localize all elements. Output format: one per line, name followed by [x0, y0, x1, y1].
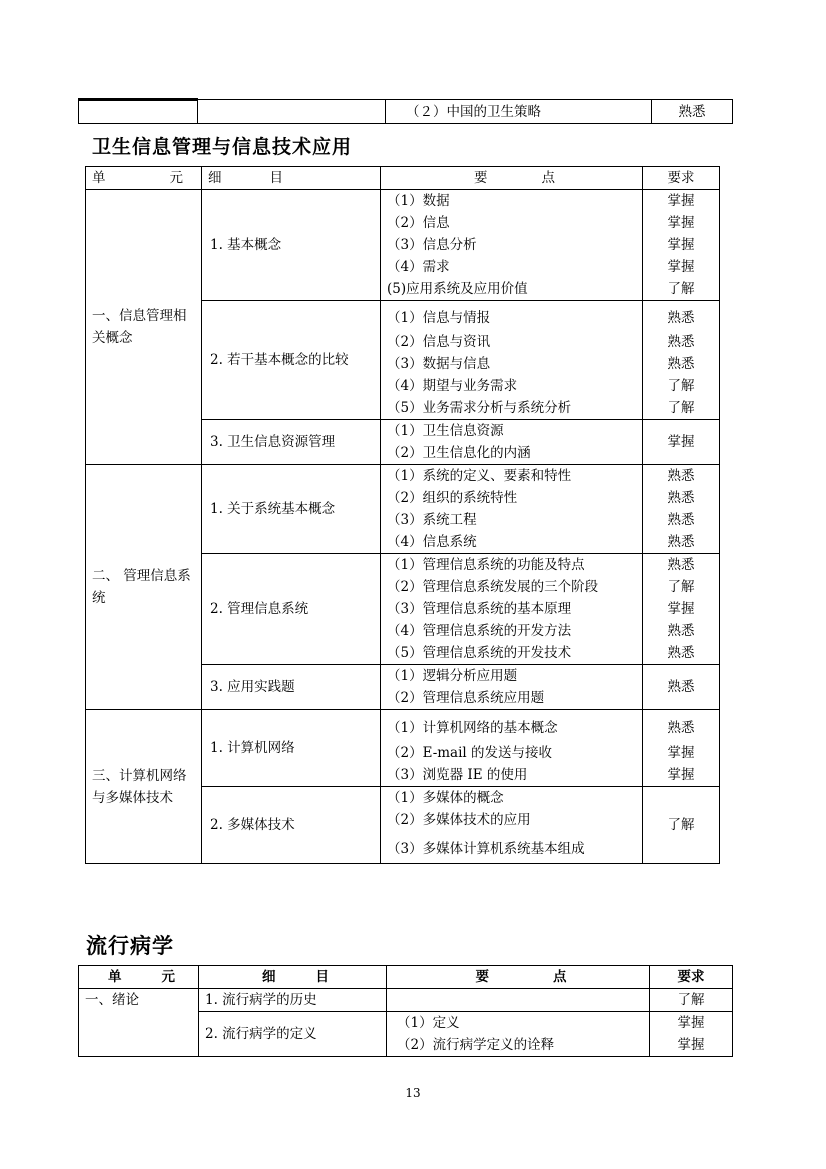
req-value: 掌握 [667, 259, 695, 275]
req-cell: 掌握 [643, 420, 720, 465]
points-cell [381, 787, 643, 864]
detail-cell: 1. 计算机网络 [202, 710, 381, 787]
list-item: （5）管理信息系统的开发技术 [387, 645, 572, 661]
table-row [86, 190, 720, 301]
detail-cell: 3. 卫生信息资源管理 [202, 420, 381, 465]
header-detail: 细 目 [199, 966, 387, 989]
req-cell: 熟悉 [643, 665, 720, 710]
epidemiology-table [78, 965, 733, 1057]
req-value: 掌握 [667, 745, 695, 761]
list-item: （5）业务需求分析与系统分析 [387, 400, 572, 416]
list-item: （2）多媒体技术的应用 [387, 812, 531, 828]
req-cell: 了解 [643, 787, 720, 864]
detail-cell: 1. 基本概念 [202, 190, 381, 301]
detail-cell: 2. 流行病学的定义 [199, 1012, 387, 1057]
list-item: （1）计算机网络的基本概念 [387, 720, 558, 736]
req-value: 了解 [667, 281, 695, 297]
req-value: 了解 [667, 378, 695, 394]
req-value: 熟悉 [667, 334, 695, 350]
req-value: 熟悉 [667, 310, 695, 326]
detail-cell: 1. 流行病学的历史 [199, 989, 387, 1012]
points-cell [381, 301, 643, 420]
list-item: （3）管理信息系统的基本原理 [387, 601, 572, 617]
list-item: （1）管理信息系统的功能及特点 [387, 557, 585, 573]
unit-cell-empty [79, 100, 198, 124]
req-value: 熟悉 [667, 490, 695, 506]
list-item: （1）信息与情报 [387, 310, 491, 326]
health-info-table [85, 166, 720, 864]
list-item: （1）卫生信息资源 [387, 423, 504, 439]
detail-cell: 3. 应用实践题 [202, 665, 381, 710]
req-cell: 了解 [650, 989, 733, 1012]
list-item: （4）期望与业务需求 [387, 378, 518, 394]
point-cell: （２）中国的卫生策略 [386, 100, 652, 124]
list-item: （2）流行病学定义的诠释 [397, 1037, 555, 1053]
req-value: 熟悉 [667, 623, 695, 639]
unit-cell: 二、 管理信息系统 [86, 465, 202, 710]
list-item: （3）数据与信息 [387, 356, 491, 372]
page-number: 13 [405, 1086, 421, 1100]
points-cell [381, 554, 643, 665]
reqs-cell [643, 710, 720, 787]
detail-cell: 2. 多媒体技术 [202, 787, 381, 864]
list-item: （3）多媒体计算机系统基本组成 [387, 841, 585, 857]
detail-cell: 2. 管理信息系统 [202, 554, 381, 665]
req-value: 掌握 [667, 767, 695, 783]
req-value: 熟悉 [667, 645, 695, 661]
req-value: 熟悉 [667, 468, 695, 484]
req-value: 掌握 [667, 237, 695, 253]
req-value: 熟悉 [667, 356, 695, 372]
req-value: 熟悉 [667, 534, 695, 550]
list-item: （2）卫生信息化的内涵 [387, 445, 531, 461]
section-title-epidemiology: 流行病学 [86, 934, 174, 958]
unit-cell: 一、信息管理相关概念 [86, 190, 202, 465]
list-item: （1）定义 [397, 1015, 460, 1031]
list-item: （2）信息 [387, 215, 450, 231]
list-item: （2）管理信息系统发展的三个阶段 [387, 579, 599, 595]
header-row [79, 966, 733, 989]
header-point: 要 点 [381, 167, 643, 190]
points-cell [381, 710, 643, 787]
list-item: （4）信息系统 [387, 534, 477, 550]
header-row [86, 167, 720, 190]
list-item: （1）多媒体的概念 [387, 790, 504, 806]
reqs-cell [643, 190, 720, 301]
req-value: 熟悉 [667, 512, 695, 528]
section-title-health-info: 卫生信息管理与信息技术应用 [92, 136, 353, 158]
list-item: （2）组织的系统特性 [387, 490, 518, 506]
list-item: （3）信息分析 [387, 237, 477, 253]
req-value: 了解 [667, 400, 695, 416]
header-req: 要求 [643, 167, 720, 190]
req-value: 掌握 [667, 601, 695, 617]
list-item: （4）需求 [387, 259, 450, 275]
list-item: （4）管理信息系统的开发方法 [387, 623, 572, 639]
unit-cell: 一、绪论 [79, 989, 199, 1057]
reqs-cell [643, 465, 720, 554]
reqs-cell [650, 1012, 733, 1057]
point-cell [387, 989, 650, 1012]
list-item: （1）逻辑分析应用题 [387, 668, 518, 684]
list-item: (5)应用系统及应用价值 [387, 281, 528, 297]
table-row [79, 989, 733, 1012]
req-value: 熟悉 [667, 557, 695, 573]
points-cell [381, 190, 643, 301]
header-detail: 细 目 [202, 167, 381, 190]
header-point: 要 点 [387, 966, 650, 989]
header-unit: 单 元 [79, 966, 199, 989]
detail-cell: 2. 若干基本概念的比较 [202, 301, 381, 420]
req-value: 掌握 [677, 1015, 705, 1031]
top-continuation-table [78, 98, 733, 124]
req-value: 掌握 [677, 1037, 705, 1053]
req-value: 掌握 [667, 193, 695, 209]
table-row [86, 465, 720, 554]
header-unit: 单 元 [86, 167, 202, 190]
unit-cell: 三、计算机网络与多媒体技术 [86, 710, 202, 864]
req-value: 了解 [667, 579, 695, 595]
detail-cell: 1. 关于系统基本概念 [202, 465, 381, 554]
table-row [86, 710, 720, 787]
req-value: 掌握 [667, 215, 695, 231]
header-req: 要求 [650, 966, 733, 989]
detail-cell-empty [198, 100, 386, 124]
list-item: （1）系统的定义、要素和特性 [387, 468, 572, 484]
list-item: （3）浏览器 IE 的使用 [387, 767, 528, 783]
list-item: （3）系统工程 [387, 512, 477, 528]
req-cell: 熟悉 [652, 100, 733, 124]
points-cell [381, 465, 643, 554]
list-item: （2）信息与资讯 [387, 334, 491, 350]
points-cell [387, 1012, 650, 1057]
reqs-cell [643, 554, 720, 665]
points-cell [381, 420, 643, 465]
points-cell [381, 665, 643, 710]
reqs-cell [643, 301, 720, 420]
req-value: 熟悉 [667, 720, 695, 736]
list-item: （2）管理信息系统应用题 [387, 690, 545, 706]
list-item: （1）数据 [387, 193, 450, 209]
list-item: （2）E-mail 的发送与接收 [387, 745, 553, 761]
